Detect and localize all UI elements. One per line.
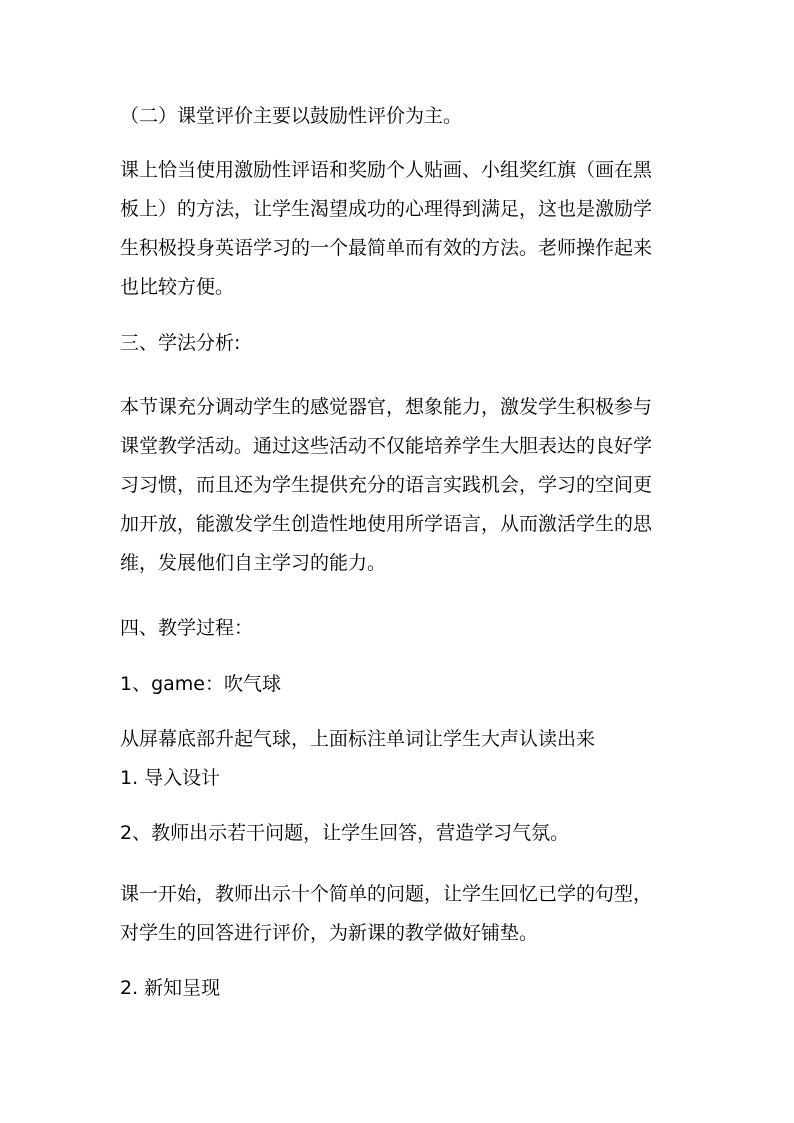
text-line: 2、教师出示若干问题，让学生回答，营造学习气氛。 [120, 822, 570, 844]
text-line: 习习惯，而且还为学生提供充分的语言实践机会，学习的空间更 [120, 474, 653, 496]
text-line: 课上恰当使用激励性评语和奖励个人贴画、小组奖红旗（画在黑 [120, 159, 653, 181]
text-line: 四、教学过程： [120, 617, 254, 639]
text-line: 课堂教学活动。通过这些活动不仅能培养学生大胆表达的良好学 [120, 435, 653, 457]
text-line: 本节课充分调动学生的感觉器官，想象能力，激发学生积极参与 [120, 396, 653, 418]
text-line: 1、game：吹气球 [120, 673, 281, 695]
text-line: 从屏幕底部升起气球，上面标注单词让学生大声认读出来 [120, 728, 596, 750]
text-line: 维，发展他们自主学习的能力。 [120, 552, 387, 574]
text-line: 也比较方便。 [120, 276, 235, 298]
text-line: 2. 新知呈现 [120, 977, 221, 999]
text-line: 加开放，能激发学生创造性地使用所学语言，从而激活学生的思 [120, 513, 653, 535]
text-line: 课一开始，教师出示十个简单的问题，让学生回忆已学的句型， [120, 883, 653, 905]
text-line: 板上）的方法，让学生渴望成功的心理得到满足，这也是激励学 [120, 198, 653, 220]
text-line: 1. 导入设计 [120, 767, 221, 789]
text-line: 对学生的回答进行评价，为新课的教学做好铺垫。 [120, 922, 539, 944]
text-line: 三、学法分析: [120, 332, 241, 354]
text-line: （二）课堂评价主要以鼓励性评价为主。 [120, 105, 463, 127]
text-line: 生积极投身英语学习的一个最简单而有效的方法。老师操作起来 [120, 237, 653, 259]
